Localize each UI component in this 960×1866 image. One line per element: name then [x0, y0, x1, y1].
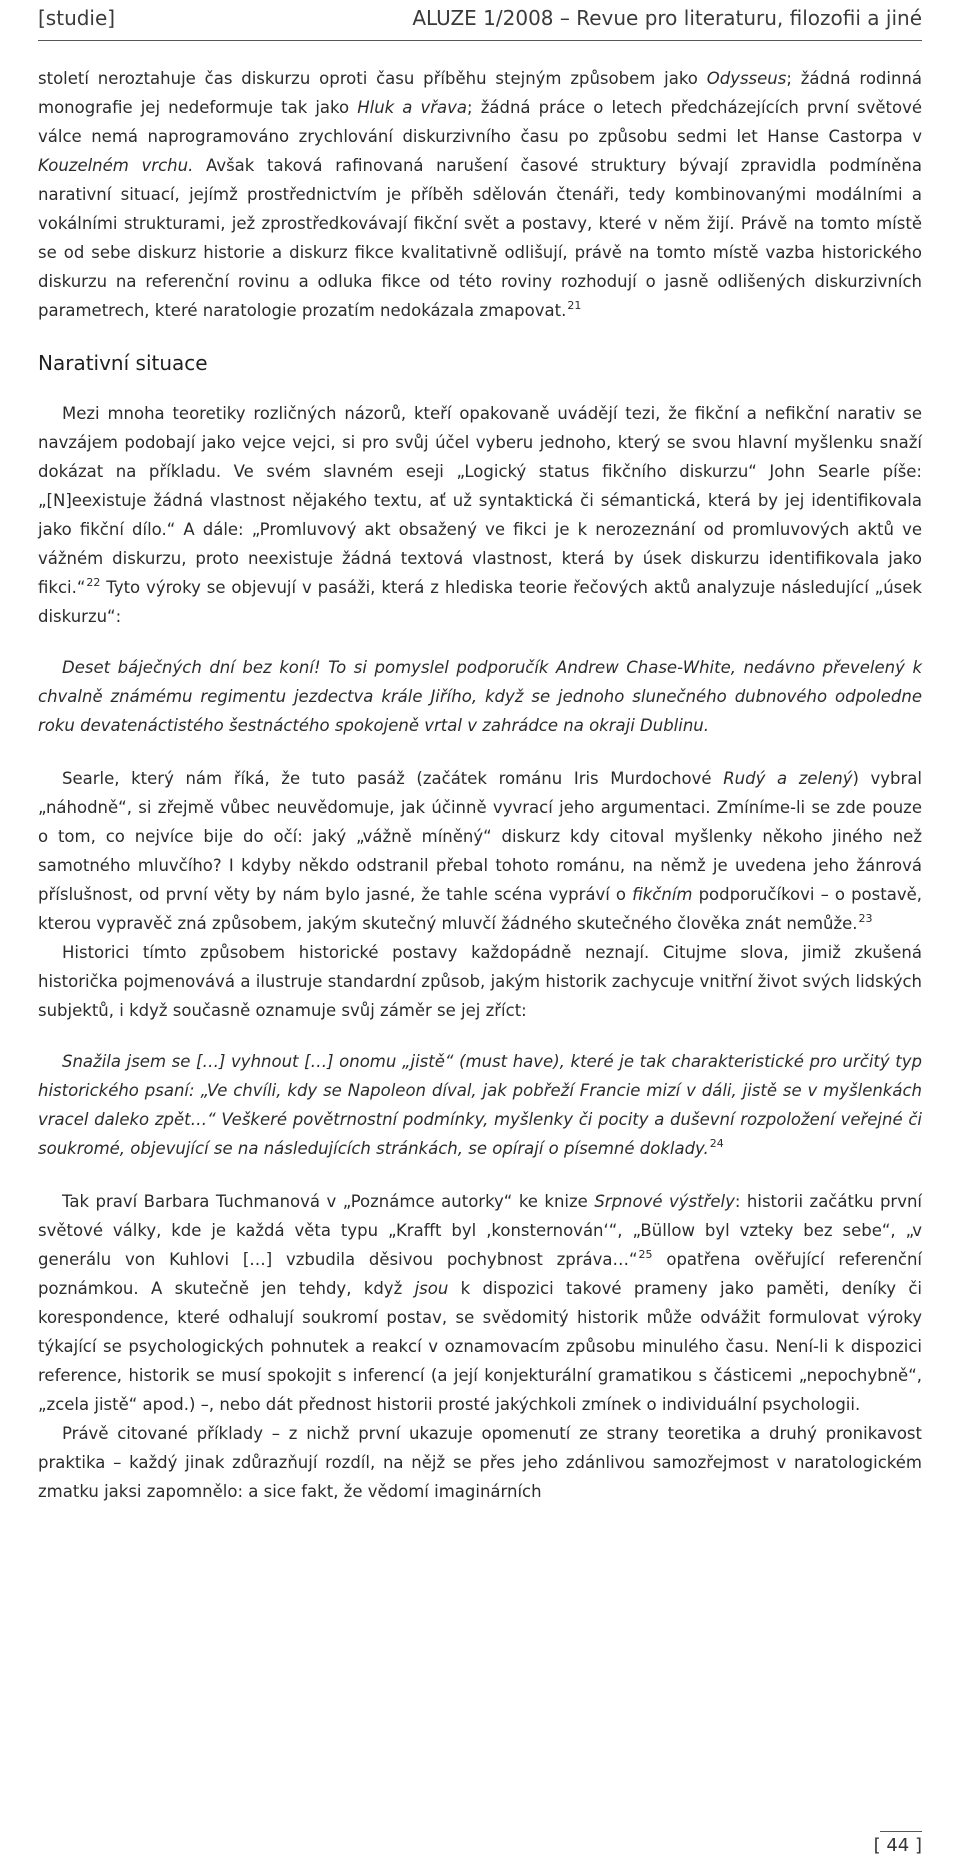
italic-title: Hluk a vřava [357, 98, 468, 117]
journal-title: ALUZE 1/2008 – Revue pro literaturu, filozofii a jiné [412, 6, 922, 30]
text-run: Snažila jsem se […] vyhnout […] onomu „jistě“ (must have), které je tak charakteristické pro určitý typ historického psaní: „Ve chvíli, kdy se Napoleon díval, jak pobřeží Francie mizí v dáli, jistě se v myšlenkách vracel daleko zpět…“ Veškeré povětrnostní podmínky, myšlenky či pocity a duševní rozpoložení veřejné či soukromé, objevující se na následujících stránkách, se opírají o písemné doklady. [38, 1052, 922, 1158]
page-number: [ 44 ] [873, 1835, 922, 1856]
footnote-marker[interactable]: 21 [567, 299, 582, 312]
page-number-divider [880, 1831, 922, 1832]
footnote-marker[interactable]: 23 [858, 912, 873, 925]
italic-word: jsou [414, 1279, 449, 1298]
italic-title: Srpnové výstřely [594, 1192, 735, 1211]
section-heading: Narativní situace [38, 351, 208, 375]
footnote-marker[interactable]: 25 [638, 1248, 653, 1261]
italic-word: fikčním [632, 885, 693, 904]
article-body [38, 64, 922, 1506]
running-header [38, 6, 922, 36]
italic-title: Rudý a zelený [723, 769, 853, 788]
paragraph: Právě citované příklady – z nichž první ukazuje opomenutí ze strany teoretika a druhý pronikavost praktika – každý jinak zdůrazňují rozdíl, na nějž se přes jeho zdánlivou samozřejmost v naratologickém zmatku jaksi zapomnělo: a sice fakt, že vědomí imaginárních [38, 1424, 922, 1501]
text-run: Searle, který nám říká, že tuto pasáž (začátek románu Iris Murdochové [62, 769, 724, 788]
header-divider [38, 40, 922, 41]
footnote-marker[interactable]: 22 [86, 576, 101, 589]
footnote-marker[interactable]: 24 [709, 1137, 724, 1150]
text-run: ) vybral „náhodně“, si zřejmě vůbec neuvědomuje, jak účinně vyvrací jeho argumentaci. Zmíníme-li se zde pouze o tom, co nejvíce bije do očí: jaký „vážně míněný“ diskurz kdy citoval myšlenky někoho jiného než samotného mluvčího? I kdyby někdo odstranil přebal tohoto románu, na němž je uvedena jeho žánrová příslušnost, od první věty by nám bylo jasné, že tahle scéna vypráví o [38, 769, 923, 904]
text-run: Tak praví Barbara Tuchmanová v „Poznámce autorky“ ke knize [62, 1192, 595, 1211]
paragraph [38, 1187, 922, 1419]
text-run: Avšak taková rafinovaná narušení časové struktury bývají zpravidla podmíněna narativní situací, jejímž prostřednictvím je příběh sdělován čtenáři, tedy kombinovanými modálními a vokálními strukturami, jež zprostředkovávají fikční svět a postavy, které v něm žijí. Právě na tomto místě se od sebe diskurz historie a diskurz fikce kvalitativně odlišují, právě na tomto místě vazba historického diskurzu na referenční rovinu a odluka fikce od této roviny rozhodují o jasně odlišených diskurzivních parametrech, které naratologie prozatím nedokázala zmapovat. [38, 156, 922, 320]
paragraph: Historici tímto způsobem historické postavy každopádně neznají. Citujme slova, jimiž zkušená historička pojmenovává a ilustruje standardní způsob, jakým historik zachycuje vnitřní život svých lidských subjektů, i když současně oznamuje svůj záměr se jej zříct: [38, 943, 922, 1020]
quote-text: Deset báječných dní bez koní! To si pomyslel podporučík Andrew Chase-White, nedávno převelený k chvalně známému regimentu jezdectva krále Jiřího, když se jednoho slunečného dubnového odpoledne roku devatenáctistého šestnáctého spokojeně vrtal v zahrádce na okraji Dublinu. [38, 658, 922, 735]
text-run: ; žádná práce o letech předcházejících první světové válce nemá naprogramováno zrychlování diskurzivního času po způsobu sedmi let Hanse Castorpa v [38, 98, 923, 146]
paragraph [38, 399, 922, 631]
text-run: opatřena ověřující referenční poznámkou. A skutečně jen tehdy, když [38, 1250, 922, 1298]
italic-title: Odysseus [706, 69, 787, 88]
quote-text [38, 1047, 922, 1163]
text-run: k dispozici takové prameny jako paměti, deníky či korespondence, které odhalují soukromí postav, se svědomitý historik může odvážit formulovat výroky týkající se psychologických pohnutek a reakcí v oznamovacím způsobu minulého času. Není-li k dispozici reference, historik se musí spokojit s inferencí (a její konjekturální gramatikou s částicemi „nepochybně“, „zcela jistě“ apod.) –, nebo dát přednost historii prosté jakýchkoli zmínek o individuální psychologii. [38, 1279, 922, 1414]
text-run: : historii začátku první světové války, kde je každá věta typu „Krafft byl ‚konsternován‘“, „Büllow byl vzteky bez sebe“, „v generálu von Kuhlovi […] vzbudila děsivou pochybnost zpráva…“ [38, 1192, 923, 1269]
italic-title: Kouzelném vrchu. [38, 156, 194, 175]
paragraph [38, 64, 922, 325]
section-label: [studie] [38, 6, 116, 30]
block-quote [38, 1047, 922, 1163]
paragraph [38, 764, 922, 938]
block-quote [38, 653, 922, 740]
text-run: Mezi mnoha teoretiky rozličných názorů, kteří opakovaně uvádějí tezi, že fikční a nefikční narativ se navzájem podobají jako vejce vejci, si pro svůj účel vyberu jednoho, který se svou hlavní myšlenku snaží dokázat na příkladu. Ve svém slavném eseji „Logický status fikčního diskurzu“ John Searle píše: „[N]eexistuje žádná vlastnost nějakého textu, ať už syntaktická či sémantická, která by jej identifikovala jako fikční dílo.“ A dále: „Promluvový akt obsažený ve fikci je k nerozeznání od promluvových aktů ve vážném diskurzu, proto neexistuje žádná textová vlastnost, která by úsek diskurzu identifikovala jako fikci.“ [38, 404, 922, 597]
text-run: podporučíkovi – o postavě, kterou vypravěč zná způsobem, jakým skutečný mluvčí žádného skutečného člověka znát nemůže. [38, 885, 922, 933]
text-run: ; žádná rodinná monografie jej nedeformuje tak jako [38, 69, 922, 117]
text-run: století neroztahuje čas diskurzu oproti času příběhu stejným způsobem jako [38, 69, 707, 88]
text-run: Tyto výroky se objevují v pasáži, která z hlediska teorie řečových aktů analyzuje následující „úsek diskurzu“: [38, 578, 922, 626]
